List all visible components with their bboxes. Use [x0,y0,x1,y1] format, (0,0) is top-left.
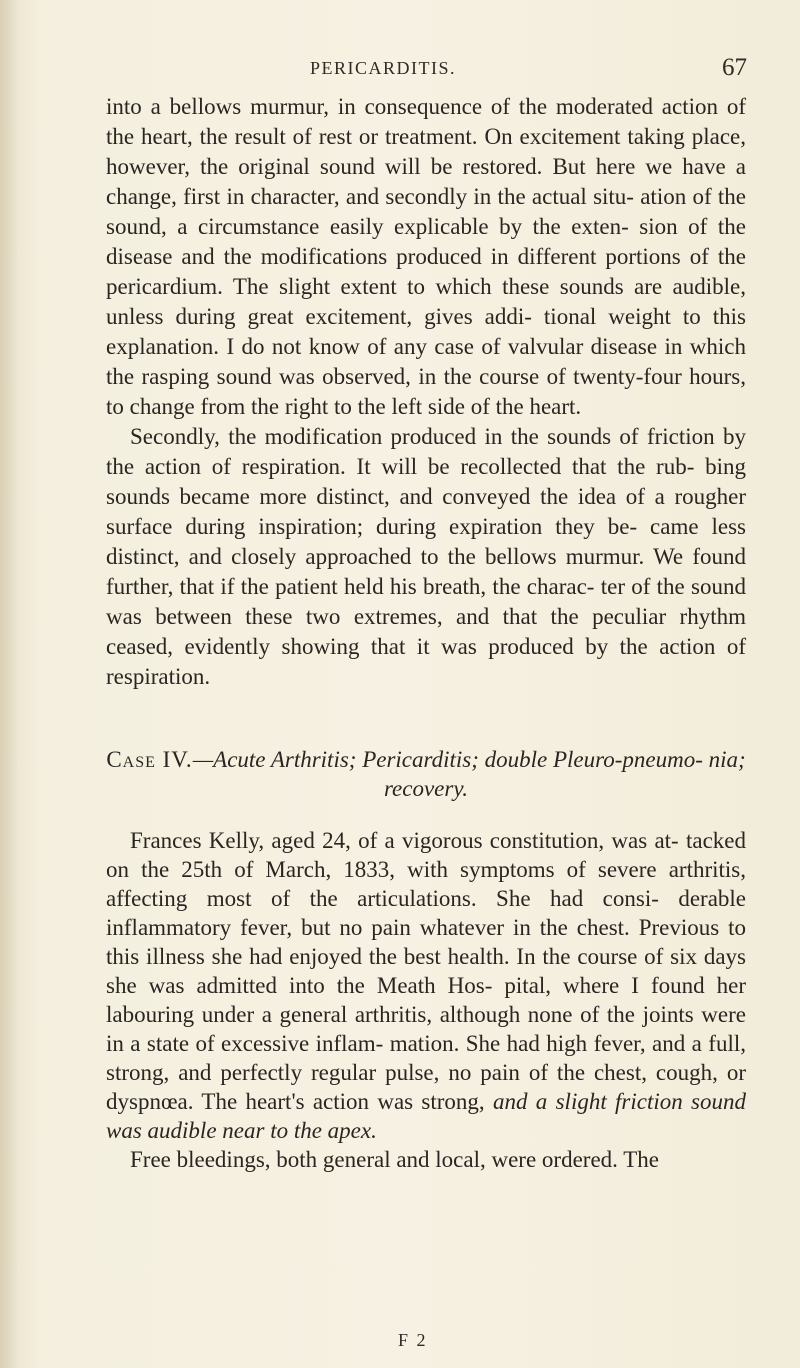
case-paragraph-2: Free bleedings, both general and local, were ordered. The [130,1147,659,1172]
signature-mark: F 2 [398,1330,428,1350]
main-text [106,92,746,692]
case-paragraph-1-text: Frances Kelly, aged 24, of a vigorous constitution, was at- tacked on the 25th of March, 1833, with symptoms of severe arthritis, affecting most of the articulations. She had consi- derable inflammatory fever, but no pain whatever in the chest. Previous to this illness she had enjoyed the best health. In the course of six days she was admitted into the Meath Hos- pital, where I found her labouring under a general arthritis, although none of the joints were in a state of excessive inflam- mation. She had high fever, and a full, strong, and perfectly regular pulse, no pain of the chest, cough, or dyspnœa. The heart's action was strong, [106,828,746,1114]
case-paragraph-1 [106,826,746,1145]
case-label: Case IV. [106,747,193,772]
case-subtitle: —Acute Arthritis; Pericarditis; double Pleuro-pneumo- nia; recovery. [192,747,746,801]
case-text [106,826,746,1174]
paragraph-1: into a bellows murmur, in consequence of the moderated action of the heart, the result of rest or treatment. On excitement taking place, however, the original sound will be restored. But here we have a change, first in character, and secondly in the actual situ- ation of the sound, a circumstance easily explicable by the exten- sion of the disease and the modifications produced in different portions of the pericardium. The slight extent to which these sounds are audible, unless during great excitement, gives addi- tional weight to this explanation. I do not know of any case of valvular disease in which the rasping sound was observed, in the course of twenty-four hours, to change from the right to the left side of the heart. [106,94,746,419]
case-paragraph-1-italic: and a slight friction sound was audible near to the apex. [106,1089,747,1143]
running-header: PERICARDITIS. [310,58,457,78]
page-edge-shadow [0,0,18,1368]
case-heading [106,745,746,803]
page-number: 67 [722,54,747,81]
paragraph-2: Secondly, the modification produced in the sounds of friction by the action of respiration. It will be recollected that the rub- bing sounds became more distinct, and conveyed the idea of a rougher surface during inspiration; during expiration they be- came less distinct, and closely approached to the bellows murmur. We found further, that if the patient held his breath, the charac- ter of the sound was between these two extremes, and that the peculiar rhythm ceased, evidently showing that it was produced by the action of respiration. [106,424,746,689]
